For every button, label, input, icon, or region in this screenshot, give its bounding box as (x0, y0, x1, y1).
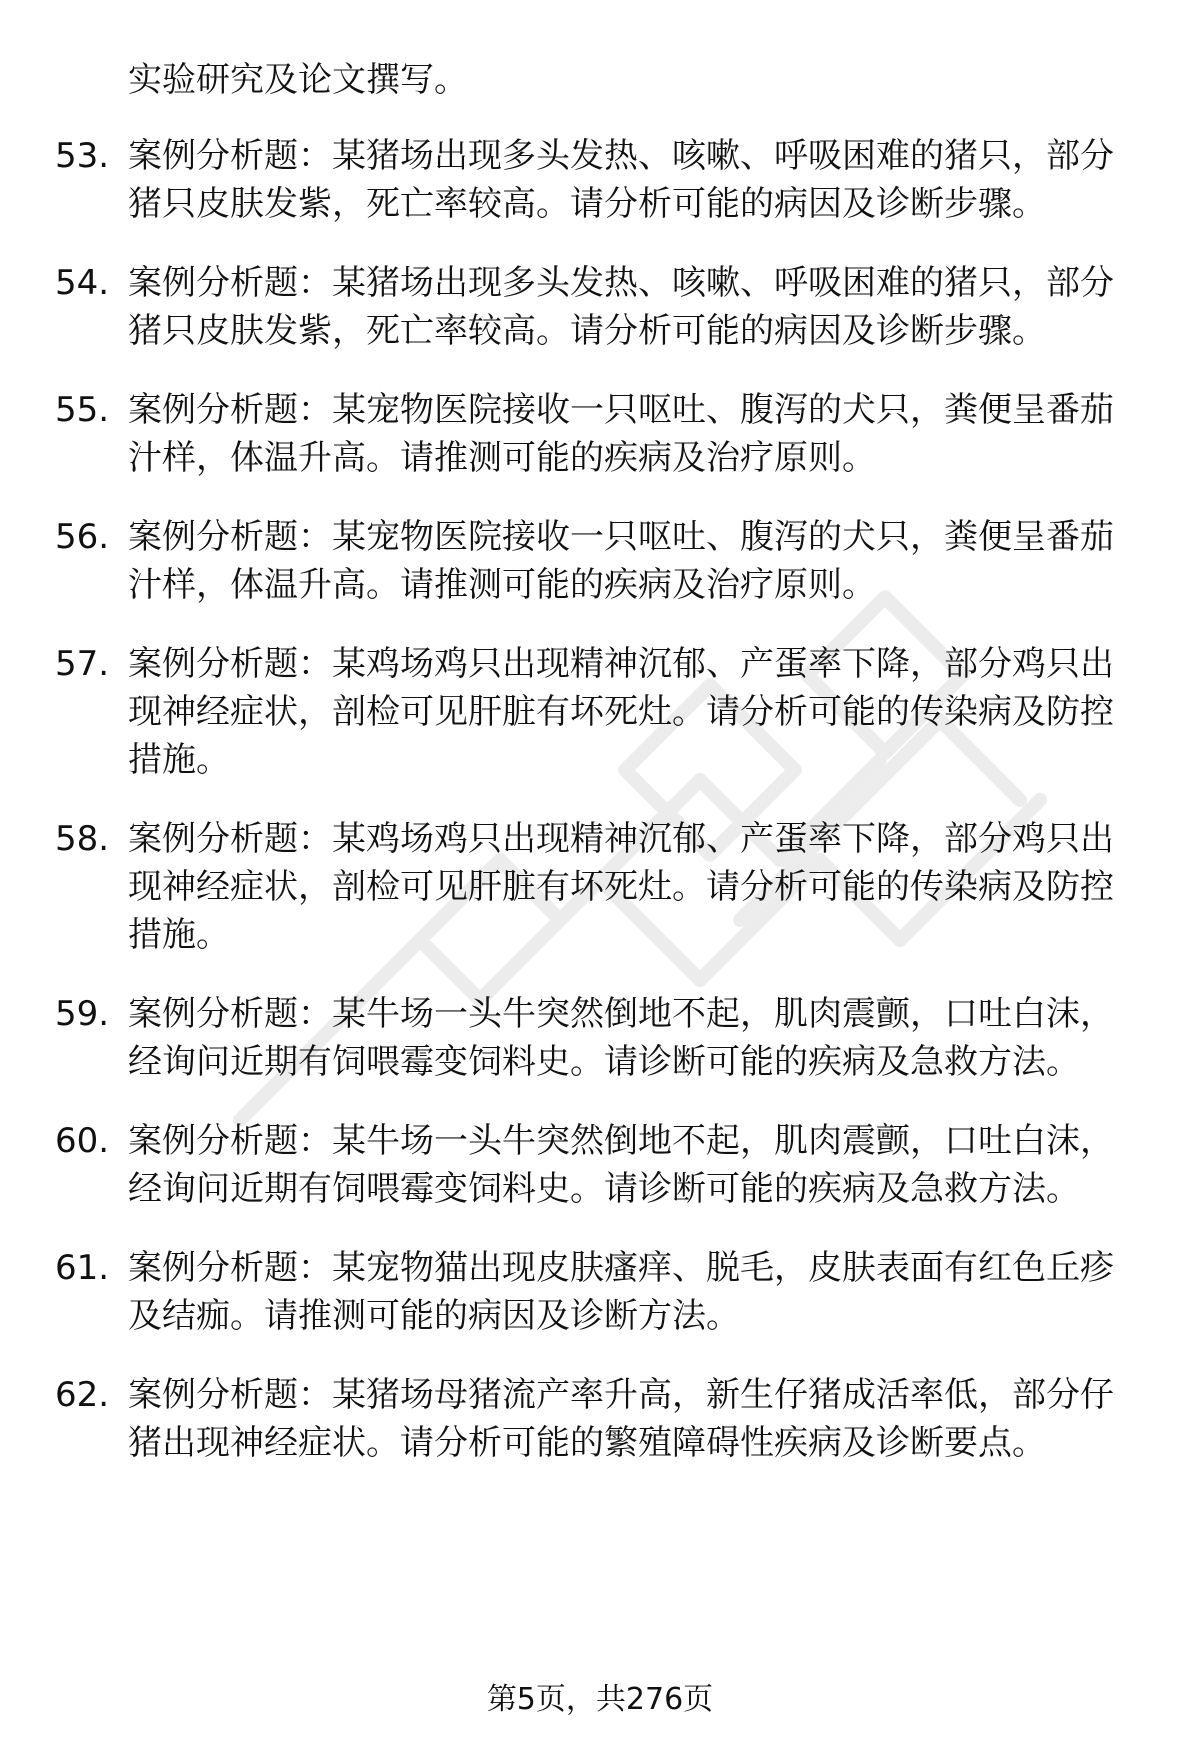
question-number: 57. (55, 644, 110, 684)
question-item (55, 815, 1135, 959)
question-item (55, 259, 1135, 355)
question-item (55, 132, 1135, 228)
question-item (55, 1371, 1135, 1467)
question-text: 案例分析题：某宠物猫出现皮肤瘙痒、脱毛，皮肤表面有红色丘疹及结痂。请推测可能的病因及诊断方法。 (128, 1248, 1114, 1336)
question-text: 案例分析题：某猪场母猪流产率升高，新生仔猪成活率低，部分仔猪出现神经症状。请分析可能的繁殖障碍性疾病及诊断要点。 (128, 1375, 1114, 1463)
document-body (55, 56, 1135, 1498)
question-item (55, 990, 1135, 1086)
question-number: 58. (55, 819, 110, 859)
question-number: 60. (55, 1121, 110, 1161)
question-text: 案例分析题：某牛场一头牛突然倒地不起，肌肉震颤，口吐白沫，经询问近期有饲喂霉变饲料史。请诊断可能的疾病及急救方法。 (128, 1121, 1114, 1209)
question-text: 案例分析题：某猪场出现多头发热、咳嗽、呼吸困难的猪只，部分猪只皮肤发紫，死亡率较高。请分析可能的病因及诊断步骤。 (128, 263, 1114, 351)
question-number: 55. (55, 390, 110, 430)
question-number: 53. (55, 136, 110, 176)
page-footer: 第5页，共276页 (486, 1682, 714, 1717)
question-item (55, 1244, 1135, 1340)
question-number: 62. (55, 1375, 110, 1415)
question-item (55, 386, 1135, 482)
question-list (55, 132, 1135, 1467)
question-item (55, 513, 1135, 609)
question-text: 案例分析题：某宠物医院接收一只呕吐、腹泻的犬只，粪便呈番茄汁样，体温升高。请推测可能的疾病及治疗原则。 (128, 517, 1114, 605)
question-text: 案例分析题：某鸡场鸡只出现精神沉郁、产蛋率下降，部分鸡只出现神经症状，剖检可见肝脏有坏死灶。请分析可能的传染病及防控措施。 (128, 819, 1114, 955)
question-item (55, 640, 1135, 784)
question-text: 案例分析题：某牛场一头牛突然倒地不起，肌肉震颤，口吐白沫，经询问近期有饲喂霉变饲料史。请诊断可能的疾病及急救方法。 (128, 994, 1114, 1082)
question-number: 54. (55, 263, 110, 303)
question-number: 59. (55, 994, 110, 1034)
question-number: 61. (55, 1248, 110, 1288)
question-text: 案例分析题：某宠物医院接收一只呕吐、腹泻的犬只，粪便呈番茄汁样，体温升高。请推测可能的疾病及治疗原则。 (128, 390, 1114, 478)
question-item (55, 1117, 1135, 1213)
question-text: 案例分析题：某鸡场鸡只出现精神沉郁、产蛋率下降，部分鸡只出现神经症状，剖检可见肝脏有坏死灶。请分析可能的传染病及防控措施。 (128, 644, 1114, 780)
question-number: 56. (55, 517, 110, 557)
continued-paragraph: 实验研究及论文撰写。 (128, 60, 468, 100)
question-text: 案例分析题：某猪场出现多头发热、咳嗽、呼吸困难的猪只，部分猪只皮肤发紫，死亡率较高。请分析可能的病因及诊断步骤。 (128, 136, 1114, 224)
